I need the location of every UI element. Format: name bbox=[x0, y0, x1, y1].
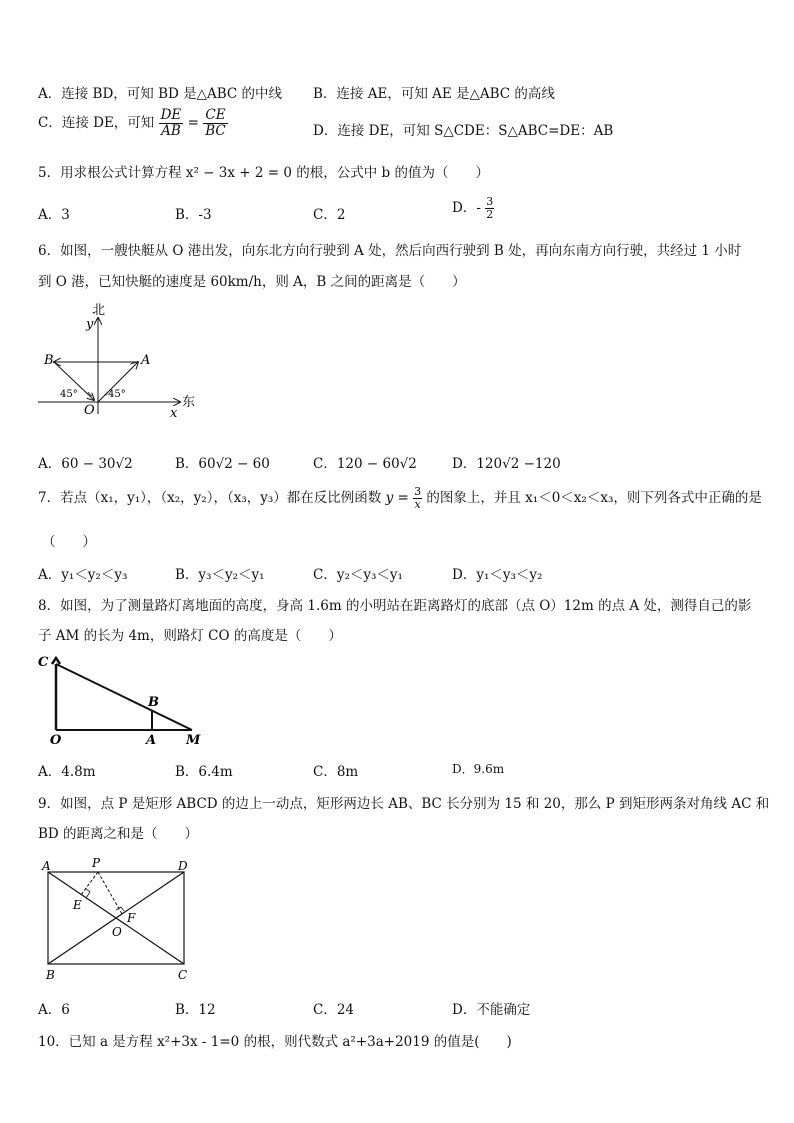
q5-stem: 5．用求根公式计算方程 x² − 3x + 2 = 0 的根，公式中 b 的值为（ ） bbox=[38, 165, 489, 181]
q4-option-a: A．连接 BD，可知 BD 是△ABC 的中线 bbox=[38, 86, 283, 102]
q5-option-b: B．-3 bbox=[175, 207, 212, 223]
q6-option-a: A．60 − 30√2 bbox=[38, 456, 133, 472]
q6-figure bbox=[30, 298, 210, 420]
q6-stem-line-2: 到 O 港，已知快艇的速度是 60km/h，则 A，B 之间的距离是（ ） bbox=[38, 274, 466, 290]
q7-stem-line-2: （ ） bbox=[42, 534, 96, 550]
q5-option-c: C．2 bbox=[313, 207, 346, 223]
q7-function-lhs: y = bbox=[385, 490, 409, 506]
q6-option-d: D．120√2 −120 bbox=[452, 456, 561, 472]
fraction-numerator: CE bbox=[203, 108, 228, 124]
q9-option-c: C．24 bbox=[313, 1002, 355, 1018]
point-b-label: B bbox=[44, 353, 54, 368]
q7-option-c: C．y₂＜y₃＜y₁ bbox=[313, 567, 403, 583]
angle-left-label: 45° bbox=[60, 389, 78, 400]
q5-option-d bbox=[452, 196, 494, 221]
q7-option-a: A．y₁＜y₂＜y₃ bbox=[38, 567, 128, 583]
point-o-label: O bbox=[84, 403, 95, 418]
q7-stem-line-1 bbox=[38, 486, 762, 511]
q7-option-d: D．y₁＜y₃＜y₂ bbox=[452, 567, 543, 583]
q7-stem-pre: 7．若点（x₁，y₁），（x₂，y₂），（x₃，y₃）都在反比例函数 bbox=[38, 490, 382, 506]
point-a-label: A bbox=[141, 353, 151, 368]
q4-option-d: D．连接 DE，可知 S△CDE：S△ABC=DE：AB bbox=[313, 123, 614, 139]
q8-figure bbox=[34, 650, 214, 750]
fraction-denominator: x bbox=[414, 498, 421, 511]
angle-right-label: 45° bbox=[108, 389, 126, 400]
point-b-label: B bbox=[148, 695, 159, 710]
q6-stem-line-1: 6．如图，一艘快艇从 O 港出发，向东北方向行驶到 A 处，然后向西行驶到 B 处，再向东南方向行驶，共经过 1 小时 bbox=[38, 243, 742, 259]
q6-option-b: B．60√2 − 60 bbox=[175, 456, 270, 472]
point-e-label: E bbox=[73, 898, 82, 912]
light-ray-cm bbox=[56, 664, 192, 730]
q9-option-b: B．12 bbox=[175, 1002, 216, 1018]
right-angle-mark-e bbox=[85, 888, 90, 898]
q4-option-b: B．连接 AE，可知 AE 是△ABC 的高线 bbox=[313, 86, 555, 102]
fraction-denominator: AB bbox=[161, 122, 181, 139]
q9-figure bbox=[36, 852, 198, 984]
east-label: 东 bbox=[182, 395, 196, 410]
q8-stem-line-1: 8．如图，为了测量路灯离地面的高度，身高 1.6m 的小明站在距离路灯的底部（点 O）12m 的点 A 处，测得自己的影 bbox=[38, 598, 752, 614]
lamp-icon bbox=[52, 658, 60, 664]
fraction-denominator: BC bbox=[205, 122, 226, 139]
right-angle-mark-f bbox=[116, 907, 124, 911]
q4-option-c-fraction-2 bbox=[203, 108, 228, 139]
q8-stem-line-2: 子 AM 的长为 4m，则路灯 CO 的高度是（ ） bbox=[38, 628, 342, 644]
q7-option-b: B．y₃＜y₂＜y₁ bbox=[175, 567, 265, 583]
q7-function-fraction bbox=[413, 486, 422, 510]
fraction-numerator: 3 bbox=[486, 195, 494, 209]
point-o-label: O bbox=[50, 733, 62, 748]
q9-stem-line-2: BD 的距离之和是（ ） bbox=[38, 826, 199, 842]
point-o-label: O bbox=[112, 925, 122, 939]
q5-option-d-fraction bbox=[485, 196, 494, 220]
q4-option-c-prefix: C．连接 DE，可知 bbox=[38, 114, 155, 131]
fraction-numerator: DE bbox=[160, 107, 182, 123]
q9-option-a: A．6 bbox=[38, 1002, 70, 1018]
q8-option-a: A．4.8m bbox=[38, 764, 96, 780]
q5-option-a: A．3 bbox=[38, 207, 70, 223]
point-f-label: F bbox=[127, 911, 136, 925]
q8-option-b: B．6.4m bbox=[175, 764, 233, 780]
q7-stem-post: 的图象上，并且 x₁＜0＜x₂＜x₃，则下列各式中正确的是 bbox=[426, 490, 762, 506]
q9-option-d: D．不能确定 bbox=[452, 1002, 531, 1018]
q5-option-d-prefix: D．- bbox=[452, 200, 481, 216]
point-m-label: M bbox=[186, 733, 201, 748]
point-b-label: B bbox=[46, 968, 55, 982]
point-d-label: D bbox=[178, 859, 188, 873]
q9-stem-line-1: 9．如图，点 P 是矩形 ABCD 的边上一动点，矩形两边长 AB、BC 长分别为 15 和 20，那么 P 到矩形两条对角线 AC 和 bbox=[38, 796, 770, 812]
point-c-label: C bbox=[38, 655, 49, 670]
north-label: 北 bbox=[92, 303, 106, 318]
point-c-label: C bbox=[178, 968, 188, 982]
q10-stem: 10．已知 a 是方程 x²+3x - 1=0 的根，则代数式 a²+3a+2019 的值是( ) bbox=[38, 1034, 512, 1050]
fraction-numerator: 3 bbox=[414, 485, 422, 499]
equals-sign: = bbox=[187, 114, 199, 131]
q6-option-c: C．120 − 60√2 bbox=[313, 456, 417, 472]
q8-option-d: D．9.6m bbox=[452, 762, 505, 776]
fraction-denominator: 2 bbox=[486, 208, 494, 221]
q4-option-c-fraction-1 bbox=[159, 108, 184, 139]
q4-option-c bbox=[38, 108, 228, 139]
q8-option-c: C．8m bbox=[313, 764, 359, 780]
point-p-label: P bbox=[92, 856, 101, 870]
y-axis-label: y bbox=[86, 317, 94, 332]
point-a-label: A bbox=[146, 733, 157, 748]
x-axis-label: x bbox=[170, 406, 178, 420]
point-a-label: A bbox=[42, 859, 51, 873]
